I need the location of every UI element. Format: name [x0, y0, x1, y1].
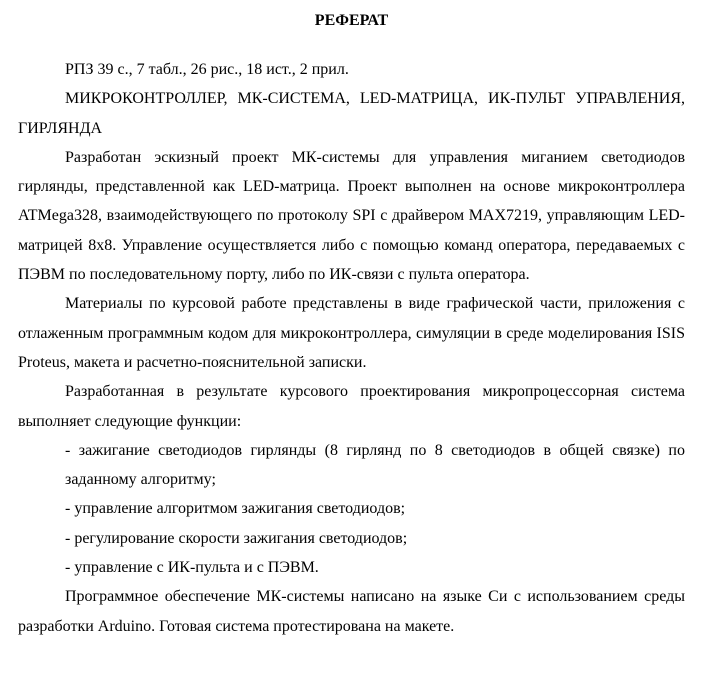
paragraph-functions-intro: Разработанная в результате курсового проектирования микропроцессорная система выполняет следующие функции: [18, 383, 685, 430]
paragraph-project: Разработан эскизный проект МК-системы для управления миганием светодиодов гирлянды, представленной как LED-матрица. Проект выполнен на основе микроконтроллера ATMega328, взаимодействующего по протоколу SPI с драйвером MAX7219, управляющим LED-матрицей 8х8. Управление осуществляется либо с помощью команд оператора, передаваемых с ПЭВМ по последовательному порту, либо по ИК-связи с пульта оператора. [18, 148, 685, 284]
list-item: - управление с ИК-пульта и с ПЭВМ. [65, 559, 319, 577]
list-item: - управление алгоритмом зажигания светодиодов; [65, 500, 406, 518]
paragraph-closing: Программное обеспечение МК-системы написано на языке Си с использованием среды разработки Arduino. Готовая система протестирована на макете. [18, 588, 685, 635]
keywords: МИКРОКОНТРОЛЛЕР, МК-СИСТЕМА, LED-МАТРИЦА, ИК-ПУЛЬТ УПРАВЛЕНИЯ, ГИРЛЯНДА [18, 90, 685, 137]
document-page [18, 0, 685, 641]
paragraph-materials: Материалы по курсовой работе представлены в виде графической части, приложения с отлаженным программным кодом для микроконтроллера, симуляции в среде моделирования ISIS Proteus, макета и расчетно-пояснительной записки. [18, 295, 685, 371]
list-item: - зажигание светодиодов гирлянды (8 гирлянд по 8 светодиодов в общей связке) по заданному алгоритму; [65, 441, 685, 489]
document-title: РЕФЕРАТ [314, 12, 389, 29]
list-item: - регулирование скорости зажигания светодиодов; [65, 529, 408, 547]
report-stats: РПЗ 39 с., 7 табл., 26 рис., 18 ист., 2 прил. [65, 61, 349, 78]
